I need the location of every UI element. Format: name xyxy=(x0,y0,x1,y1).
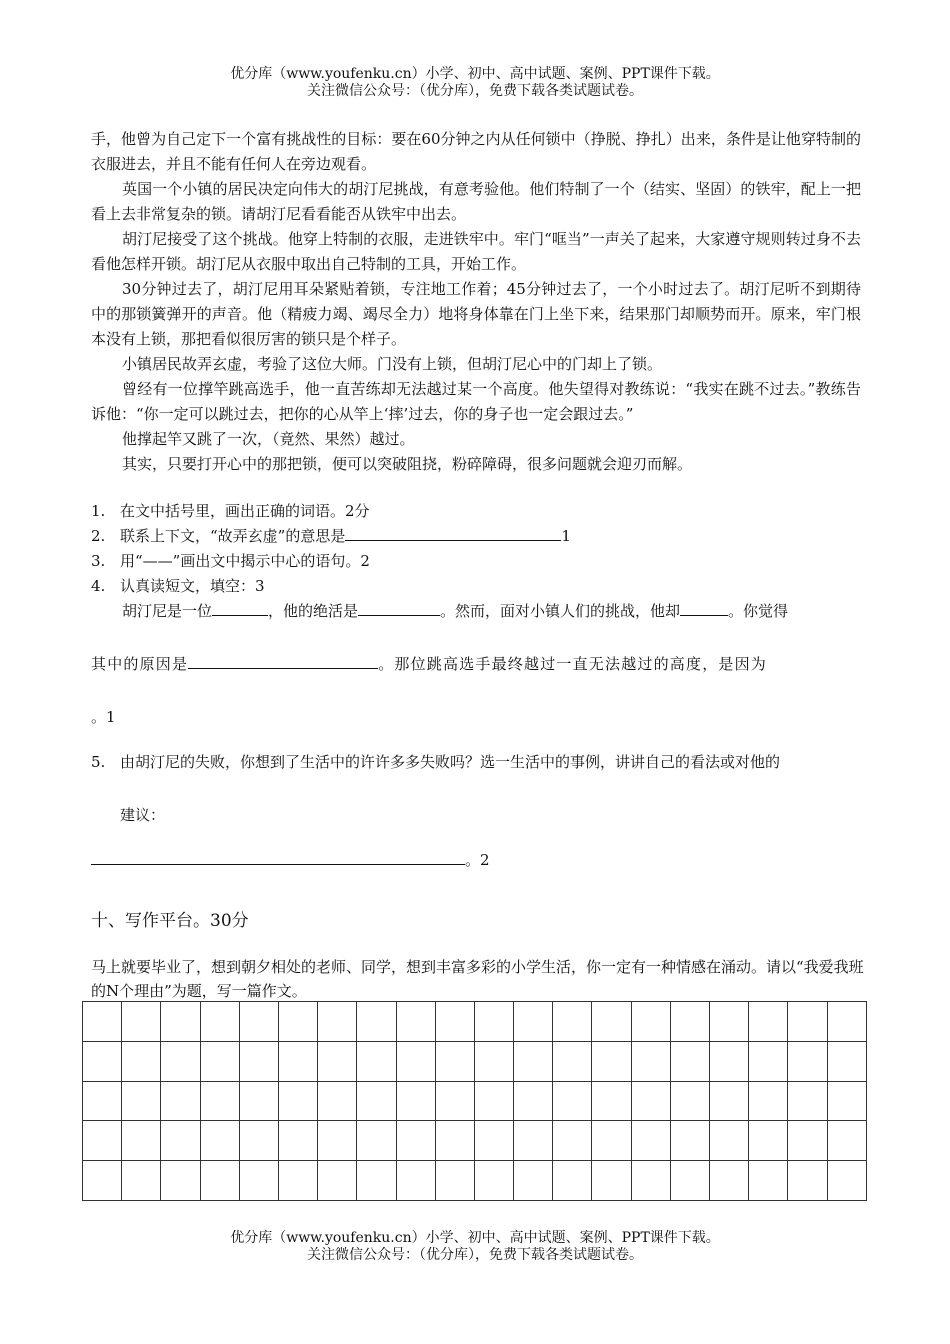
grid-row xyxy=(83,1121,867,1161)
grid-cell[interactable] xyxy=(474,1041,513,1081)
passage-paragraph-7: 他撑起竿又跳了一次，（竟然、果然）越过。 xyxy=(122,430,415,448)
passage-paragraph-3: 胡汀尼接受了这个挑战。他穿上特制的衣服，走进铁牢中。牢门“哐当”一声关了起来，大家遵守规则转过身不去看他怎样开锁。胡汀尼从衣服中取出自己特制的工具，开始工作。 xyxy=(91,230,861,273)
question-5 xyxy=(91,750,861,775)
grid-cell[interactable] xyxy=(631,1161,670,1201)
grid-cell[interactable] xyxy=(827,1002,866,1042)
question-text: 认真读短文，填空：3 xyxy=(120,577,265,595)
grid-cell[interactable] xyxy=(278,1041,317,1081)
page-footer xyxy=(0,1230,950,1264)
grid-cell[interactable] xyxy=(749,1041,788,1081)
fill-text: 。然而，面对小镇人们的挑战，他却 xyxy=(440,602,681,620)
question-number: 3. xyxy=(91,552,106,570)
grid-cell[interactable] xyxy=(788,1002,827,1042)
grid-cell[interactable] xyxy=(710,1121,749,1161)
grid-cell[interactable] xyxy=(827,1121,866,1161)
question-5-prompt xyxy=(91,803,861,828)
grid-cell[interactable] xyxy=(318,1121,357,1161)
grid-cell[interactable] xyxy=(553,1081,592,1121)
question-number: 5. xyxy=(91,753,106,771)
grid-cell[interactable] xyxy=(474,1121,513,1161)
answer-blank[interactable] xyxy=(188,653,378,669)
grid-cell[interactable] xyxy=(239,1161,278,1201)
question-score: 。2 xyxy=(465,851,490,869)
grid-cell[interactable] xyxy=(357,1161,396,1201)
passage-paragraph-5: 小镇居民故弄玄虚，考验了这位大师。门没有上锁，但胡汀尼心中的门却上了锁。 xyxy=(122,355,663,373)
grid-cell[interactable] xyxy=(357,1002,396,1042)
question-number: 1. xyxy=(91,502,106,520)
question-number: 2. xyxy=(91,527,106,545)
grid-cell[interactable] xyxy=(200,1041,239,1081)
grid-cell[interactable] xyxy=(239,1121,278,1161)
footer-line-1: 优分库（www.youfenku.cn）小学、初中、高中试题、案例、PPT课件下载。 xyxy=(230,1230,720,1246)
question-1 xyxy=(91,499,861,524)
question-4-fill-line-3 xyxy=(91,705,861,730)
grid-cell[interactable] xyxy=(435,1081,474,1121)
passage-paragraph-6: 曾经有一位撑竿跳高选手，他一直苦练却无法越过某一个高度。他失望得对教练说：“我实在跳不过去。”教练告诉他：“你一定可以跳过去，把你的心从竿上‘摔’过去，你的身子也一定会跟过去。” xyxy=(91,380,861,423)
grid-cell[interactable] xyxy=(239,1081,278,1121)
passage-paragraph-1: 手，他曾为自己定下一个富有挑战性的目标：要在60分钟之内从任何锁中（挣脱、挣扎）出来，条件是让他穿特制的衣服进去，并且不能有任何人在旁边观看。 xyxy=(91,130,861,173)
grid-cell[interactable] xyxy=(200,1161,239,1201)
grid-cell[interactable] xyxy=(553,1121,592,1161)
question-text: 用“——”画出文中揭示中心的语句。2 xyxy=(120,552,370,570)
grid-cell[interactable] xyxy=(200,1002,239,1042)
grid-cell[interactable] xyxy=(435,1041,474,1081)
grid-cell[interactable] xyxy=(592,1041,631,1081)
grid-cell[interactable] xyxy=(553,1041,592,1081)
answer-blank[interactable] xyxy=(91,849,465,865)
grid-cell[interactable] xyxy=(357,1081,396,1121)
grid-cell[interactable] xyxy=(710,1002,749,1042)
grid-cell[interactable] xyxy=(396,1041,435,1081)
grid-cell[interactable] xyxy=(161,1002,200,1042)
grid-cell[interactable] xyxy=(396,1002,435,1042)
grid-cell[interactable] xyxy=(161,1161,200,1201)
grid-cell[interactable] xyxy=(318,1002,357,1042)
grid-cell[interactable] xyxy=(631,1081,670,1121)
grid-cell[interactable] xyxy=(631,1121,670,1161)
grid-cell[interactable] xyxy=(396,1081,435,1121)
grid-cell[interactable] xyxy=(474,1081,513,1121)
grid-cell[interactable] xyxy=(710,1161,749,1201)
grid-cell[interactable] xyxy=(318,1161,357,1201)
question-text: 由胡汀尼的失败，你想到了生活中的许许多多失败吗？选一生活中的事例，讲讲自己的看法或对他的 xyxy=(120,753,781,771)
question-2 xyxy=(91,524,861,549)
grid-cell[interactable] xyxy=(827,1041,866,1081)
grid-cell[interactable] xyxy=(435,1002,474,1042)
grid-cell[interactable] xyxy=(83,1002,122,1042)
grid-cell[interactable] xyxy=(710,1041,749,1081)
grid-cell[interactable] xyxy=(83,1081,122,1121)
grid-cell[interactable] xyxy=(514,1002,553,1042)
grid-cell[interactable] xyxy=(592,1081,631,1121)
grid-cell[interactable] xyxy=(788,1041,827,1081)
grid-cell[interactable] xyxy=(83,1121,122,1161)
grid-cell[interactable] xyxy=(670,1161,709,1201)
grid-cell[interactable] xyxy=(749,1081,788,1121)
header-line-2: 关注微信公众号：（优分库），免费下载各类试题试卷。 xyxy=(307,83,643,99)
writing-prompt: 马上就要毕业了，想到朝夕相处的老师、同学，想到丰富多彩的小学生活，你一定有一种情感在涌动。请以“我爱我班的N个理由”为题，写一篇作文。 xyxy=(91,958,864,1000)
grid-cell[interactable] xyxy=(396,1121,435,1161)
fill-text: ，他的绝活是 xyxy=(268,602,359,620)
grid-cell[interactable] xyxy=(553,1002,592,1042)
fill-text: 。1 xyxy=(91,708,116,726)
question-3 xyxy=(91,549,861,574)
grid-cell[interactable] xyxy=(592,1002,631,1042)
grid-cell[interactable] xyxy=(592,1161,631,1201)
grid-cell[interactable] xyxy=(631,1041,670,1081)
grid-cell[interactable] xyxy=(122,1161,161,1201)
grid-cell[interactable] xyxy=(161,1121,200,1161)
grid-cell[interactable] xyxy=(670,1041,709,1081)
grid-cell[interactable] xyxy=(631,1002,670,1042)
grid-cell[interactable] xyxy=(827,1161,866,1201)
grid-cell[interactable] xyxy=(514,1161,553,1201)
grid-cell[interactable] xyxy=(83,1041,122,1081)
grid-cell[interactable] xyxy=(514,1121,553,1161)
grid-cell[interactable] xyxy=(83,1161,122,1201)
grid-cell[interactable] xyxy=(122,1121,161,1161)
grid-cell[interactable] xyxy=(239,1041,278,1081)
grid-cell[interactable] xyxy=(749,1002,788,1042)
question-number: 4. xyxy=(91,577,106,595)
grid-cell[interactable] xyxy=(592,1121,631,1161)
grid-row xyxy=(83,1161,867,1201)
answer-blank[interactable] xyxy=(358,600,440,616)
composition-grid[interactable] xyxy=(82,1001,867,1201)
footer-line-2: 关注微信公众号：（优分库），免费下载各类试题试卷。 xyxy=(307,1247,643,1263)
grid-cell[interactable] xyxy=(553,1161,592,1201)
answer-blank[interactable] xyxy=(212,600,268,616)
question-4-fill-line-1 xyxy=(91,599,861,624)
reading-passage xyxy=(91,127,861,873)
grid-cell[interactable] xyxy=(161,1081,200,1121)
grid-cell[interactable] xyxy=(710,1081,749,1121)
question-score: 1 xyxy=(561,527,571,545)
grid-cell[interactable] xyxy=(122,1081,161,1121)
grid-cell[interactable] xyxy=(749,1161,788,1201)
grid-cell[interactable] xyxy=(435,1121,474,1161)
grid-cell[interactable] xyxy=(278,1121,317,1161)
grid-cell[interactable] xyxy=(670,1121,709,1161)
passage-paragraph-2: 英国一个小镇的居民决定向伟大的胡汀尼挑战，有意考验他。他们特制了一个（结实、坚固）的铁牢，配上一把看上去非常复杂的锁。请胡汀尼看看能否从铁牢中出去。 xyxy=(91,180,861,223)
grid-cell[interactable] xyxy=(788,1161,827,1201)
question-4 xyxy=(91,574,861,599)
fill-text: 。你觉得 xyxy=(728,602,789,620)
writing-section-title: 十、写作平台。30分 xyxy=(91,911,249,931)
answer-blank[interactable] xyxy=(680,600,728,616)
grid-cell[interactable] xyxy=(435,1161,474,1201)
question-5-answer-line xyxy=(91,848,861,873)
passage-paragraph-4: 30分钟过去了，胡汀尼用耳朵紧贴着锁，专注地工作着；45分钟过去了，一个小时过去了。胡汀尼听不到期待中的那锁簧弹开的声音。他（精疲力竭、竭尽全力）地将身体靠在门上坐下来，结果那门却顺势而开。原来，牢门根本没有上锁，那把看似很厉害的锁只是个样子。 xyxy=(91,280,861,348)
grid-cell[interactable] xyxy=(670,1081,709,1121)
grid-cell[interactable] xyxy=(318,1041,357,1081)
grid-cell[interactable] xyxy=(357,1041,396,1081)
grid-cell[interactable] xyxy=(278,1161,317,1201)
grid-cell[interactable] xyxy=(318,1081,357,1121)
grid-cell[interactable] xyxy=(239,1002,278,1042)
fill-text: 其中的原因是 xyxy=(91,655,189,673)
fill-text: 。那位跳高选手最终越过一直无法越过的高度，是因为 xyxy=(378,655,768,673)
grid-cell[interactable] xyxy=(200,1081,239,1121)
grid-cell[interactable] xyxy=(670,1002,709,1042)
fill-text: 胡汀尼是一位 xyxy=(122,602,213,620)
grid-cell[interactable] xyxy=(278,1002,317,1042)
page-header xyxy=(0,66,950,100)
question-text: 在文中括号里，画出正确的词语。2分 xyxy=(120,502,370,520)
question-4-fill-line-2 xyxy=(91,652,861,677)
grid-row xyxy=(83,1002,867,1042)
grid-row xyxy=(83,1041,867,1081)
grid-cell[interactable] xyxy=(161,1041,200,1081)
grid-cell[interactable] xyxy=(514,1081,553,1121)
question-text: 联系上下文，“故弄玄虚”的意思是 xyxy=(120,527,346,545)
grid-cell[interactable] xyxy=(200,1121,239,1161)
question-text: 建议： xyxy=(120,806,166,824)
grid-cell[interactable] xyxy=(788,1121,827,1161)
grid-cell[interactable] xyxy=(749,1121,788,1161)
grid-cell[interactable] xyxy=(396,1161,435,1201)
answer-blank[interactable] xyxy=(345,525,561,541)
grid-cell[interactable] xyxy=(827,1081,866,1121)
grid-cell[interactable] xyxy=(788,1081,827,1121)
grid-row xyxy=(83,1081,867,1121)
grid-cell[interactable] xyxy=(122,1041,161,1081)
grid-cell[interactable] xyxy=(278,1081,317,1121)
grid-cell[interactable] xyxy=(474,1161,513,1201)
grid-cell[interactable] xyxy=(514,1041,553,1081)
grid-cell[interactable] xyxy=(357,1121,396,1161)
header-line-1: 优分库（www.youfenku.cn）小学、初中、高中试题、案例、PPT课件下载。 xyxy=(230,66,720,82)
grid-cell[interactable] xyxy=(474,1002,513,1042)
grid-cell[interactable] xyxy=(122,1002,161,1042)
passage-paragraph-8: 其实，只要打开心中的那把锁，便可以突破阻挠，粉碎障碍，很多问题就会迎刃而解。 xyxy=(122,455,693,473)
